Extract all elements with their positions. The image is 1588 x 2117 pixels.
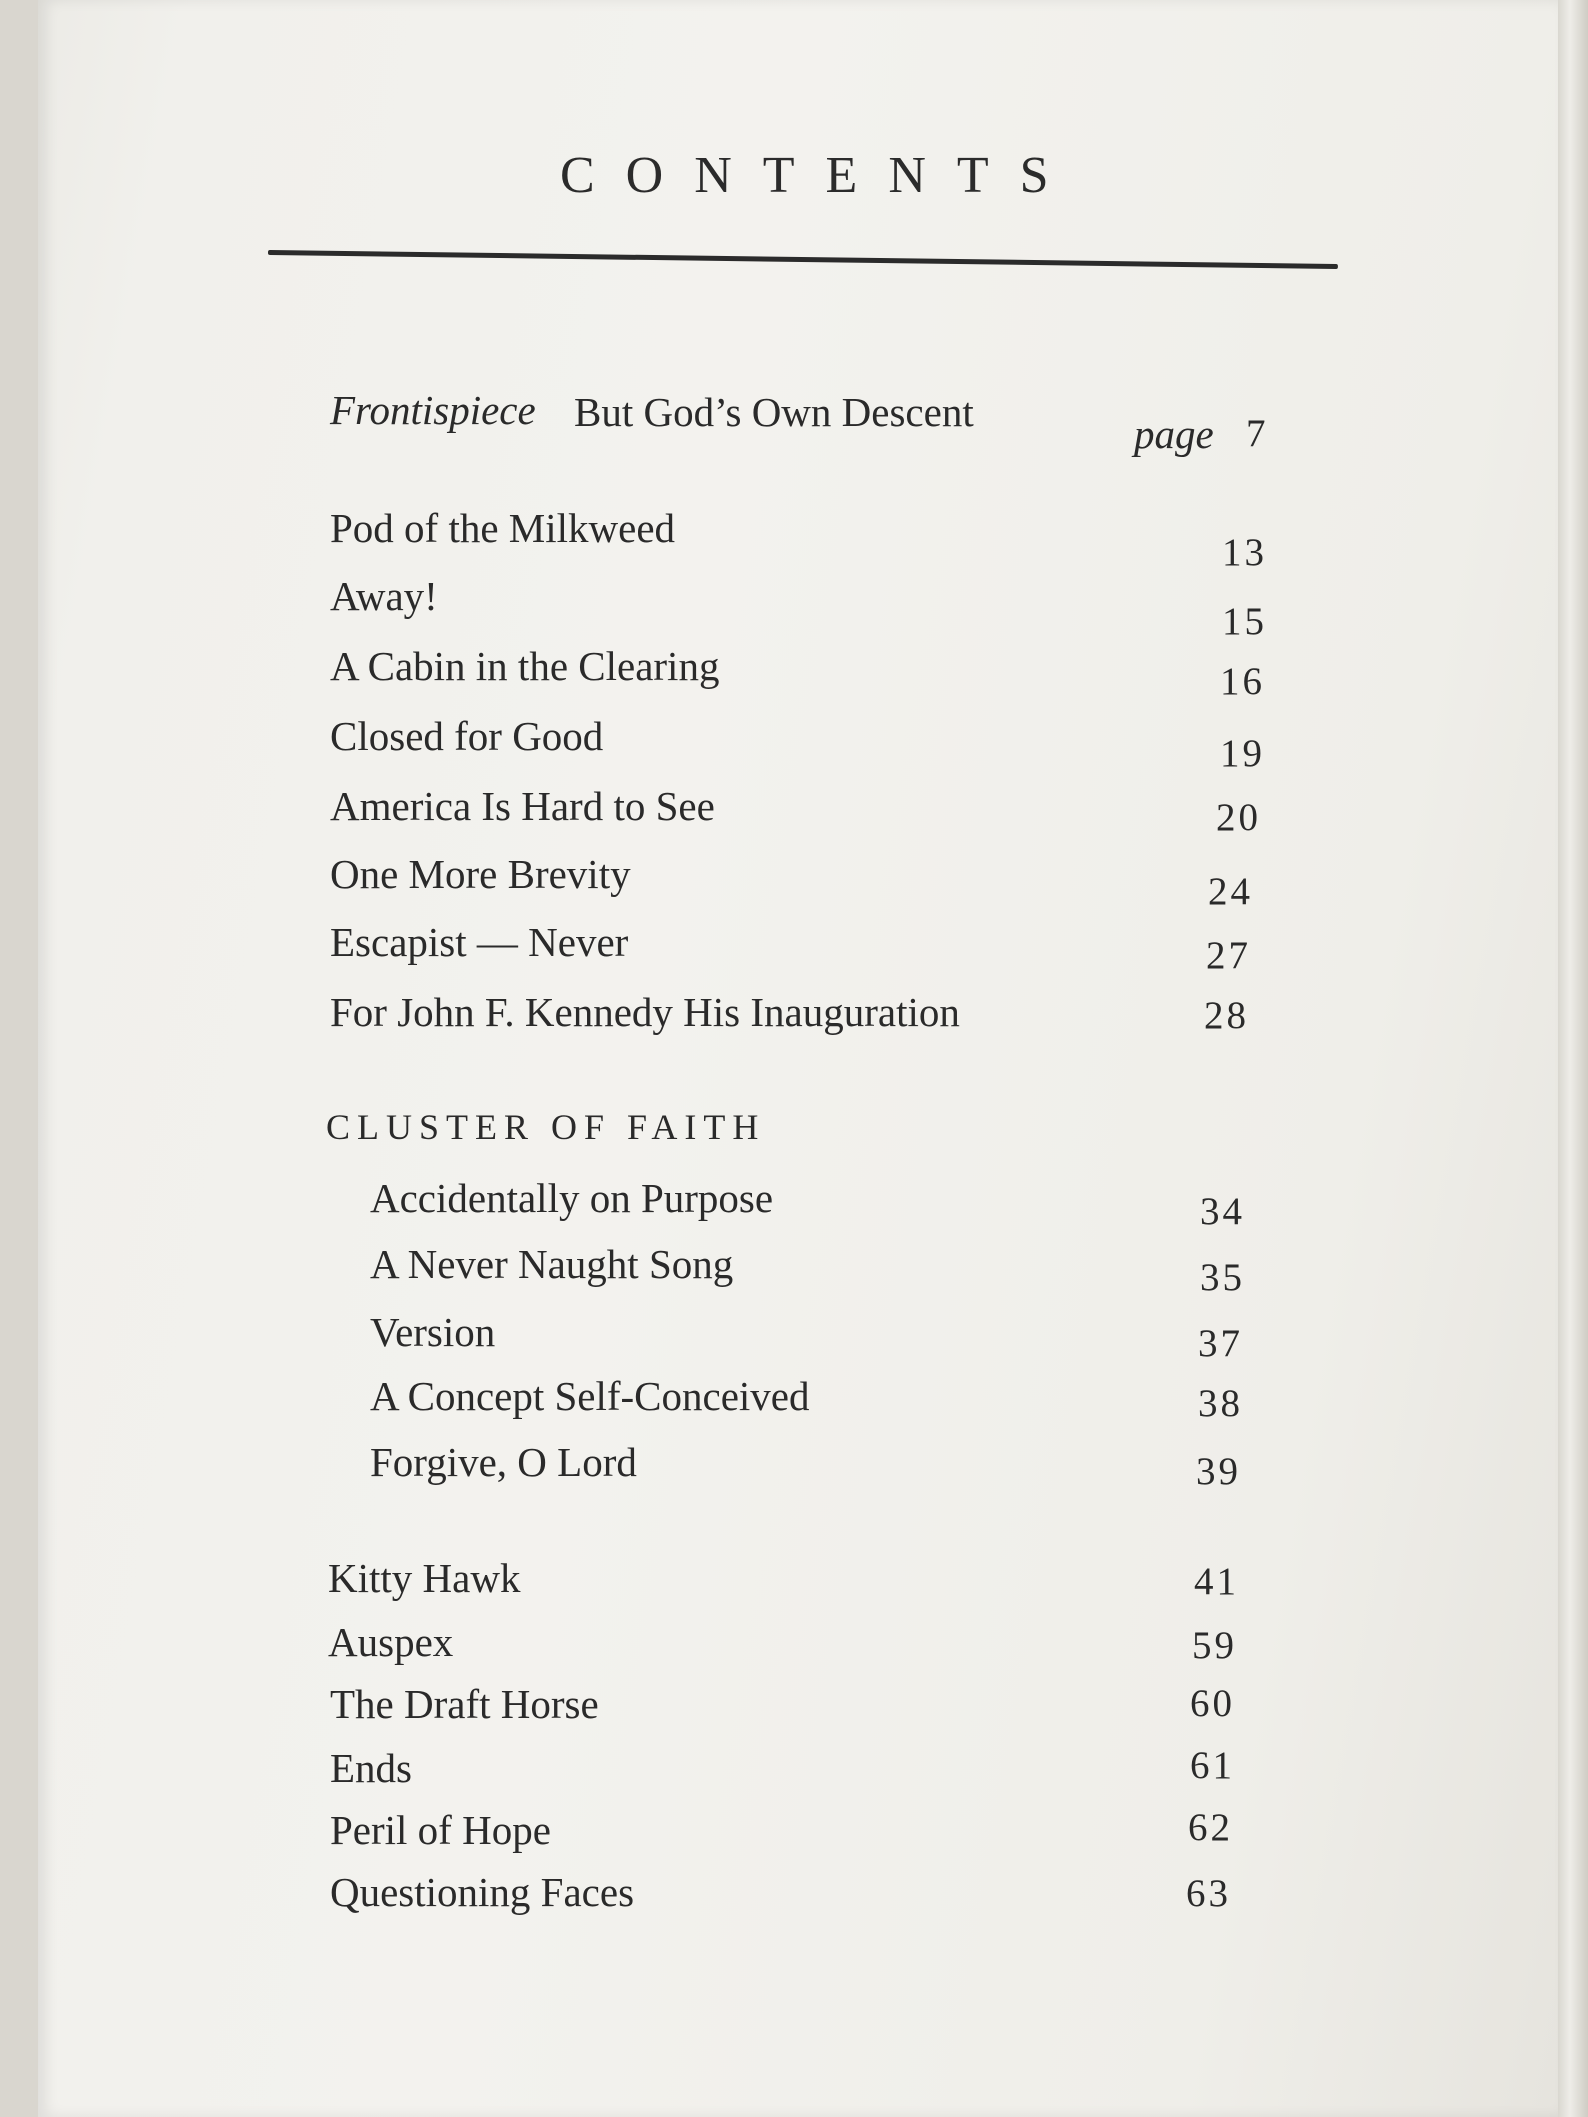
page-label: page bbox=[1134, 411, 1214, 457]
cluster-entry-title: Version bbox=[370, 1309, 496, 1355]
entry-title: The Draft Horse bbox=[330, 1681, 599, 1727]
cluster-entry-title: A Never Naught Song bbox=[370, 1241, 734, 1287]
entry-title: A Cabin in the Clearing bbox=[330, 643, 720, 689]
contents-heading: CONTENTS bbox=[560, 147, 1080, 204]
frontispiece-page: 7 bbox=[1246, 412, 1269, 455]
entry-page: 16 bbox=[1220, 660, 1265, 703]
entry-title: One More Brevity bbox=[330, 851, 631, 897]
section-heading: CLUSTER OF FAITH bbox=[326, 1107, 766, 1147]
entry-page: 61 bbox=[1190, 1744, 1235, 1787]
frontispiece-title: But God’s Own Descent bbox=[574, 389, 974, 435]
book-page bbox=[38, 0, 1558, 2117]
entry-page: 19 bbox=[1220, 732, 1265, 775]
cluster-entry-page: 37 bbox=[1198, 1322, 1243, 1365]
entry-page: 24 bbox=[1208, 870, 1253, 913]
cluster-entry-page: 34 bbox=[1200, 1190, 1245, 1233]
frontispiece-label: Frontispiece bbox=[330, 387, 536, 433]
entry-page: 20 bbox=[1216, 796, 1261, 839]
entry-title: For John F. Kennedy His Inauguration bbox=[330, 989, 960, 1035]
entry-title: Away! bbox=[330, 573, 438, 619]
entry-page: 63 bbox=[1186, 1872, 1231, 1915]
entry-title: Escapist — Never bbox=[330, 919, 629, 965]
cluster-entry-title: Accidentally on Purpose bbox=[370, 1175, 774, 1221]
cluster-entry-page: 35 bbox=[1200, 1256, 1245, 1299]
entry-title: Auspex bbox=[328, 1619, 454, 1665]
entry-page: 59 bbox=[1192, 1624, 1237, 1667]
cluster-entry-title: Forgive, O Lord bbox=[370, 1439, 637, 1485]
cluster-entry-page: 39 bbox=[1196, 1450, 1241, 1493]
entry-page: 15 bbox=[1222, 600, 1267, 643]
entry-title: Questioning Faces bbox=[330, 1869, 635, 1915]
entry-page: 41 bbox=[1194, 1560, 1239, 1603]
entry-page: 60 bbox=[1190, 1682, 1235, 1725]
cluster-entry-title: A Concept Self-Conceived bbox=[370, 1373, 810, 1419]
entry-title: Closed for Good bbox=[330, 713, 604, 759]
entry-title: Pod of the Milkweed bbox=[330, 505, 676, 551]
entry-title: Peril of Hope bbox=[330, 1807, 551, 1853]
entry-title: Kitty Hawk bbox=[328, 1555, 521, 1601]
entry-page: 27 bbox=[1206, 934, 1251, 977]
entry-page: 28 bbox=[1204, 994, 1249, 1037]
page-edge bbox=[1558, 0, 1588, 2117]
entry-page: 13 bbox=[1222, 531, 1267, 574]
entry-title: America Is Hard to See bbox=[330, 783, 715, 829]
cluster-entry-page: 38 bbox=[1198, 1382, 1243, 1425]
entry-title: Ends bbox=[330, 1745, 412, 1791]
entry-page: 62 bbox=[1188, 1806, 1233, 1849]
